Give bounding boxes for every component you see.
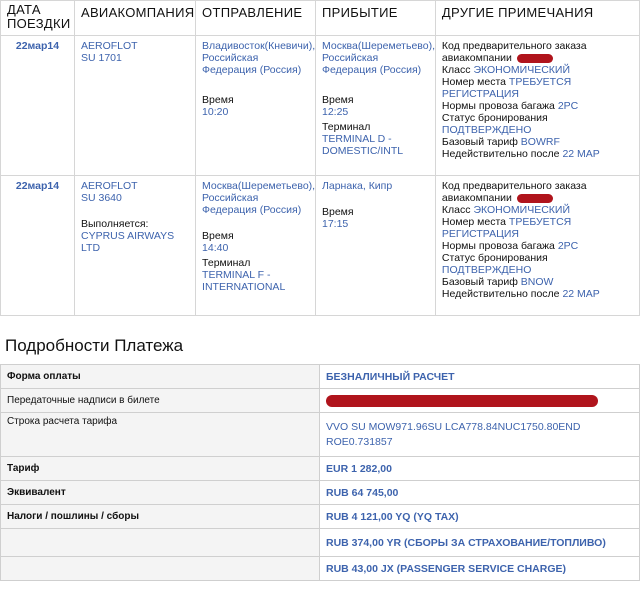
status-value: ПОДТВЕРЖДЕНО xyxy=(441,124,532,136)
class-label: Класс xyxy=(441,64,471,76)
valid-label: Недействительно после xyxy=(441,148,560,160)
seat-value: ТРЕБУЕТСЯ РЕГИСТРАЦИЯ xyxy=(441,76,572,100)
payment-label xyxy=(1,557,320,581)
arrival-cell xyxy=(315,176,435,316)
notes-cell xyxy=(435,176,639,316)
valid-label: Недействительно после xyxy=(441,288,560,300)
flight-row xyxy=(1,176,640,316)
class-line xyxy=(442,64,633,76)
fare-line xyxy=(442,136,633,148)
seat-label: Номер места xyxy=(441,216,506,228)
seat-line xyxy=(442,76,633,100)
payment-row xyxy=(1,457,640,481)
header-departure: ОТПРАВЛЕНИЕ xyxy=(196,1,316,36)
status-line xyxy=(442,112,633,136)
payment-label: Передаточные надписи в билете xyxy=(1,389,320,413)
seat-line xyxy=(442,216,633,240)
baggage-label: Нормы провоза багажа xyxy=(441,240,555,252)
departure-time: 14:40 xyxy=(202,242,229,254)
class-value: ЭКОНОМИЧЕСКИЙ xyxy=(473,204,570,216)
airline-name: AEROFLOT xyxy=(80,40,138,52)
arrival-terminal-label: Терминал xyxy=(321,121,371,133)
payment-label: Форма оплаты xyxy=(1,365,320,389)
payment-value: БЕЗНАЛИЧНЫЙ РАСЧЕТ xyxy=(320,365,640,389)
flight-airline-cell xyxy=(74,36,195,176)
fare-value: BNOW xyxy=(520,276,554,288)
header-arrival: ПРИБЫТИЕ xyxy=(315,1,435,36)
departure-cell xyxy=(196,176,316,316)
payment-value: RUB 43,00 JX (PASSENGER SERVICE CHARGE) xyxy=(320,557,640,581)
flight-number: SU 1701 xyxy=(80,52,122,64)
operated-by-label: Выполняется: xyxy=(80,218,149,230)
payment-value-redacted xyxy=(320,389,640,413)
operated-by: CYPRUS AIRWAYS LTD xyxy=(80,230,175,254)
redaction-mark xyxy=(326,395,598,407)
arrival-place: Москва(Шереметьево), Российская Федерация (Россия) xyxy=(321,40,436,76)
booking-code xyxy=(442,40,633,64)
class-line xyxy=(442,204,633,216)
payment-label: Эквивалент xyxy=(1,481,320,505)
valid-value: 22 МАР xyxy=(562,148,600,160)
status-label: Статус бронирования xyxy=(441,252,548,264)
flight-airline-cell xyxy=(74,176,195,316)
payment-row xyxy=(1,557,640,581)
status-line xyxy=(442,252,633,276)
flight-date: 22мар14 xyxy=(1,36,75,176)
payment-row xyxy=(1,389,640,413)
arrival-terminal: TERMINAL D - DOMESTIC/INTL xyxy=(321,133,404,157)
departure-time: 10:20 xyxy=(202,106,229,118)
seat-value: ТРЕБУЕТСЯ РЕГИСТРАЦИЯ xyxy=(441,216,572,240)
booking-code-label: Код предварительного заказа авиакомпании xyxy=(441,180,587,204)
baggage-line xyxy=(442,240,633,252)
fare-label: Базовый тариф xyxy=(441,276,518,288)
baggage-line xyxy=(442,100,633,112)
payment-row xyxy=(1,505,640,529)
arrival-cell xyxy=(315,36,435,176)
payment-value: EUR 1 282,00 xyxy=(320,457,640,481)
payment-label: Тариф xyxy=(1,457,320,481)
baggage-value: 2PC xyxy=(557,240,579,252)
payment-row xyxy=(1,365,640,389)
departure-place: Москва(Шереметьево), Российская Федерация (Россия) xyxy=(202,180,316,216)
class-value: ЭКОНОМИЧЕСКИЙ xyxy=(473,64,570,76)
valid-value: 22 МАР xyxy=(562,288,600,300)
payment-label: Налоги / пошлины / сборы xyxy=(1,505,320,529)
payment-label xyxy=(1,529,320,557)
flights-header-row xyxy=(1,1,640,36)
arrival-time: 12:25 xyxy=(321,106,349,118)
fare-value: BOWRF xyxy=(520,136,560,148)
flight-number: SU 3640 xyxy=(80,192,122,204)
fare-label: Базовый тариф xyxy=(441,136,518,148)
payment-row xyxy=(1,481,640,505)
header-notes: ДРУГИЕ ПРИМЕЧАНИЯ xyxy=(435,1,639,36)
payment-title: Подробности Платежа xyxy=(5,336,184,355)
arrival-time-label: Время xyxy=(321,206,354,218)
payment-value: VVO SU MOW971.96SU LCA778.84NUC1750.80END ROE0.731857 xyxy=(320,413,640,457)
payment-table xyxy=(0,364,640,581)
departure-time-label: Время xyxy=(202,230,234,242)
departure-place: Владивосток(Кневичи), Российская Федерация (Россия) xyxy=(202,40,316,76)
payment-value: RUB 64 745,00 xyxy=(320,481,640,505)
payment-row xyxy=(1,529,640,557)
departure-time-label: Время xyxy=(202,94,234,106)
flight-row xyxy=(1,36,640,176)
departure-cell xyxy=(196,36,316,176)
booking-code-label: Код предварительного заказа авиакомпании xyxy=(441,40,587,64)
payment-value: RUB 374,00 YR (СБОРЫ ЗА СТРАХОВАНИЕ/ТОПЛИВО) xyxy=(320,529,640,557)
departure-terminal: TERMINAL F - INTERNATIONAL xyxy=(202,269,286,293)
notes-cell xyxy=(435,36,639,176)
departure-terminal-label: Терминал xyxy=(202,257,251,269)
payment-value: RUB 4 121,00 YQ (YQ TAX) xyxy=(320,505,640,529)
status-label: Статус бронирования xyxy=(441,112,548,124)
fare-line xyxy=(442,276,633,288)
baggage-label: Нормы провоза багажа xyxy=(441,100,555,112)
class-label: Класс xyxy=(441,204,471,216)
arrival-time-label: Время xyxy=(321,94,354,106)
valid-line xyxy=(442,148,633,160)
redaction-mark xyxy=(517,194,553,203)
flight-date: 22мар14 xyxy=(1,176,75,316)
arrival-place: Ларнака, Кипр xyxy=(321,180,393,192)
header-date: ДАТА ПОЕЗДКИ xyxy=(1,1,75,36)
payment-row xyxy=(1,413,640,457)
arrival-time: 17:15 xyxy=(321,218,349,230)
valid-line xyxy=(442,288,633,300)
redaction-mark xyxy=(517,54,553,63)
baggage-value: 2PC xyxy=(557,100,579,112)
header-airline: АВИАКОМПАНИЯ xyxy=(74,1,195,36)
payment-label: Строка расчета тарифа xyxy=(1,413,320,457)
status-value: ПОДТВЕРЖДЕНО xyxy=(441,264,532,276)
seat-label: Номер места xyxy=(441,76,506,88)
booking-code xyxy=(442,180,633,204)
airline-name: AEROFLOT xyxy=(80,180,138,192)
